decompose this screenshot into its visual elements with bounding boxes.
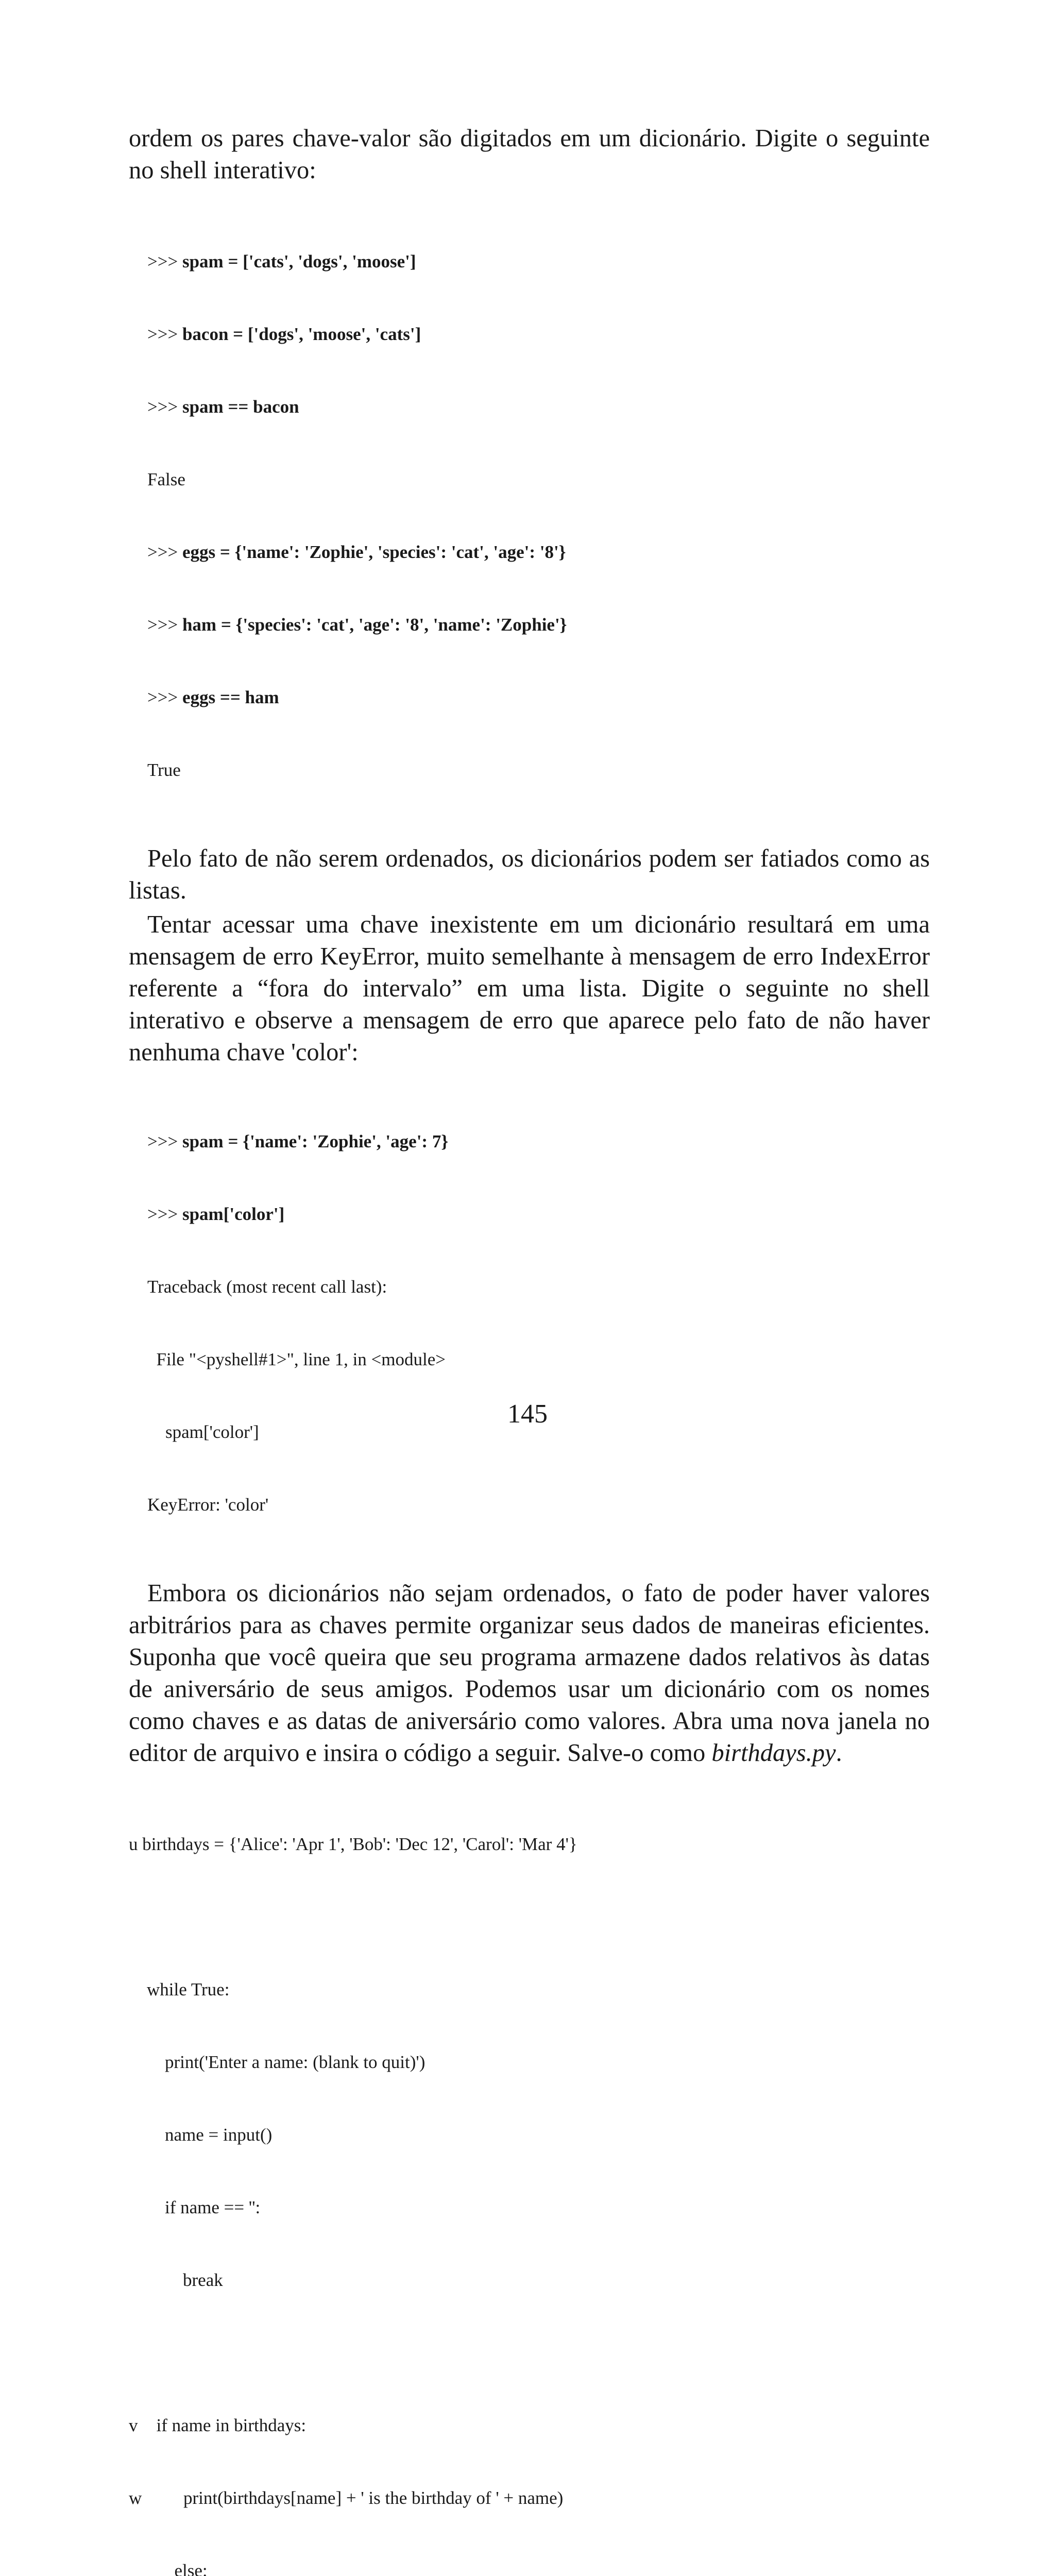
- code-line: break: [129, 2270, 223, 2290]
- code-line: >>> spam = {'name': 'Zophie', 'age': 7}: [147, 1131, 449, 1151]
- code-output-line: File "<pyshell#1>", line 1, in <module>: [147, 1349, 446, 1369]
- code-line: name = input(): [129, 2125, 273, 2145]
- code-line: w print(birthdays[name] + ' is the birthday of ' + name): [129, 2486, 930, 2510]
- page-number: 145: [507, 1399, 548, 1429]
- line-marker: w: [129, 2488, 142, 2508]
- filename: birthdays.py: [711, 1739, 836, 1767]
- code-line: if name == '':: [129, 2197, 261, 2217]
- code-output-line: True: [147, 760, 181, 780]
- paragraph-unordered: Pelo fato de não serem ordenados, os dicionários podem ser fatiados como as listas.: [129, 845, 930, 904]
- code-line: >>> spam['color']: [147, 1204, 285, 1224]
- page-content: [129, 123, 930, 2576]
- code-line: else:: [147, 2561, 208, 2576]
- code-output-line: spam['color']: [147, 1422, 259, 1442]
- code-output-line: KeyError: 'color': [147, 1495, 269, 1515]
- code-line: >>> bacon = ['dogs', 'moose', 'cats']: [147, 324, 421, 344]
- code-block-shell-comparison: [147, 201, 930, 831]
- code-line: >>> spam == bacon: [147, 397, 299, 417]
- line-marker: v: [129, 2415, 138, 2435]
- line-marker: u: [129, 1834, 138, 1854]
- code-output-line: False: [147, 469, 185, 489]
- code-block-birthdays-program: [129, 1784, 930, 2576]
- code-line-blank: [129, 1905, 930, 1929]
- paragraph-birthdays: Embora os dicionários não sejam ordenados, o fato de poder haver valores arbitrários para as chaves permite organizar seus dados de maneiras eficientes. Suponha que você queira que seu programa armazene dados relativos às datas de aniversário de seus amigos. Podemos usar um dicionário com os nomes como chaves e as datas de aniversário como valores. Abra uma nova janela no editor de arquivo e insira o código a seguir. Salve-o como birthdays.py.: [129, 1580, 930, 1767]
- code-output-line: Traceback (most recent call last):: [147, 1277, 387, 1297]
- paragraph-intro: ordem os pares chave-valor são digitados em um dicionário. Digite o seguinte no shell interativo:: [129, 125, 930, 184]
- code-line: while True:: [129, 1979, 230, 1999]
- code-line-blank: [129, 2341, 930, 2365]
- code-line: v if name in birthdays:: [129, 2413, 930, 2437]
- code-line: print('Enter a name: (blank to quit)'): [129, 2052, 426, 2072]
- code-line: >>> eggs = {'name': 'Zophie', 'species': 'cat', 'age': '8'}: [147, 542, 566, 562]
- code-block-shell-keyerror: [147, 1081, 930, 1565]
- code-line: >>> spam = ['cats', 'dogs', 'moose']: [147, 251, 416, 272]
- code-line: >>> ham = {'species': 'cat', 'age': '8', 'name': 'Zophie'}: [147, 615, 567, 635]
- code-line: u birthdays = {'Alice': 'Apr 1', 'Bob': 'Dec 12', 'Carol': 'Mar 4'}: [129, 1834, 577, 1854]
- paragraph-keyerror: Tentar acessar uma chave inexistente em um dicionário resultará em uma mensagem de erro KeyError, muito semelhante à mensagem de erro IndexError referente a “fora do intervalo” em uma lista. Digite o seguinte no shell interativo e observe a mensagem de erro que aparece pelo fato de não haver nenhuma chave 'color':: [129, 911, 930, 1066]
- code-line: >>> eggs == ham: [147, 687, 279, 707]
